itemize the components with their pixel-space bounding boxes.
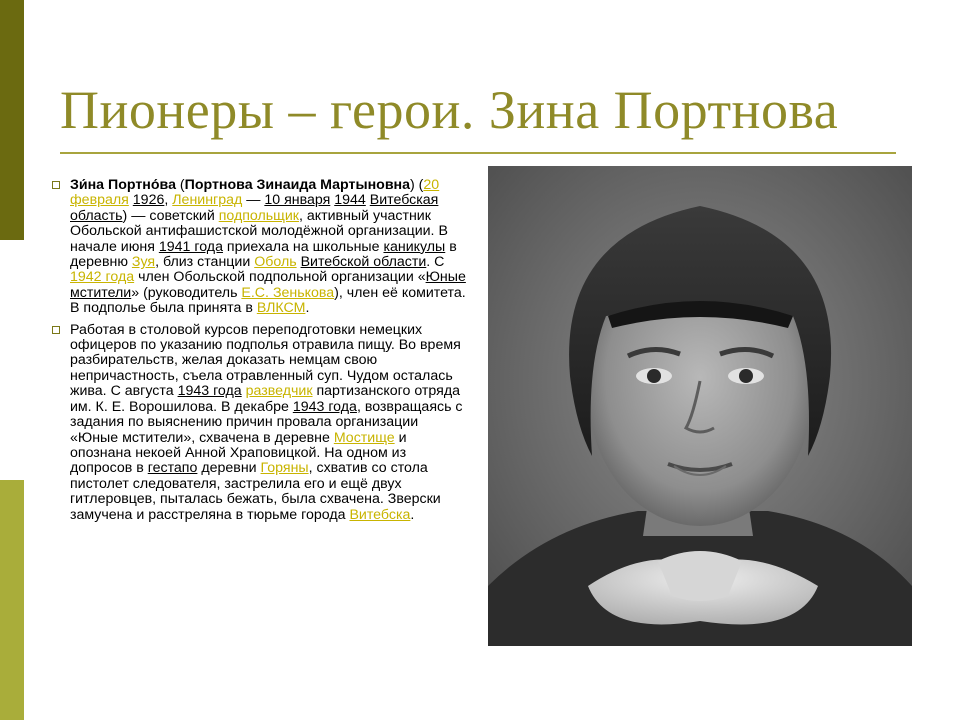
bold-text: Портнова Зинаида Мартыновна xyxy=(184,177,411,193)
inline-link[interactable]: Ленинград xyxy=(172,192,243,209)
decor-stripe-middle xyxy=(0,240,24,480)
inline-link[interactable]: 1943 года xyxy=(292,398,357,415)
inline-link[interactable]: Е.С. Зенькова xyxy=(241,284,335,301)
inline-link[interactable]: каникулы xyxy=(383,238,446,255)
decor-stripe-top xyxy=(0,0,24,240)
text-run: . xyxy=(410,506,415,523)
text-run: деревни xyxy=(197,460,261,477)
inline-link[interactable]: 1944 xyxy=(334,192,366,209)
inline-link[interactable]: 1941 года xyxy=(158,238,223,255)
bold-text: Зи́на Портно́ва xyxy=(70,177,176,193)
text-run: партизанского отряда им. К. Е. Ворошилова. В декабре xyxy=(70,383,460,415)
text-run: , близ станции xyxy=(155,254,255,271)
text-run: , xyxy=(164,192,173,209)
text-run: в деревню xyxy=(70,238,457,271)
title-underline xyxy=(60,152,896,154)
inline-link[interactable]: подпольщик xyxy=(218,207,299,224)
text-run: ), член её комитета. В подполье была принята в xyxy=(70,284,466,317)
text-run: » (руководитель xyxy=(131,284,242,301)
inline-link[interactable]: 20 февраля xyxy=(70,177,440,209)
inline-link[interactable]: 1926 xyxy=(132,192,165,209)
text-run: . С xyxy=(426,254,445,271)
text-run: Работая в столовой курсов переподготовки немецких офицеров по указанию подполья отравила пищу. Во время разбирательств, желая доказать немцам свою непричастность, съела отравленный суп. Чудом осталась жива. С августа xyxy=(70,321,461,400)
inline-link[interactable]: Юные мстители xyxy=(70,269,466,301)
inline-link[interactable]: Витебска xyxy=(349,506,411,523)
inline-link[interactable]: 1942 года xyxy=(70,269,135,286)
text-run: , активный участник Обольской антифашистской молодёжной организации. В начале июня xyxy=(70,207,448,255)
text-run: ( xyxy=(175,177,185,193)
square-bullet-icon xyxy=(52,326,60,334)
text-run: , схватив со стола пистолет следователя, застрелила его и ещё двух гитлеровцев, пыталась бежать, была схвачена. Зверски замучена и расстреляна в тюрьме города xyxy=(70,460,441,523)
inline-link[interactable]: Мостище xyxy=(333,429,395,446)
inline-link[interactable]: 1943 года xyxy=(177,383,242,400)
text-run: — xyxy=(242,192,265,209)
inline-link[interactable]: ВЛКСМ xyxy=(256,300,306,317)
text-run: . xyxy=(305,300,310,317)
inline-link[interactable]: 10 января xyxy=(264,192,331,209)
slide-title: Пионеры – герои. Зина Портнова xyxy=(60,80,839,140)
inline-link[interactable]: Оболь xyxy=(254,254,297,271)
text-run: ) — советский xyxy=(122,207,219,224)
bullet-paragraph-2 xyxy=(62,323,466,523)
text-run: , возвращаясь с задания по выяснению причин провала организации «Юные мстители», схвачена в деревне xyxy=(70,398,463,446)
inline-link[interactable]: Витебская область xyxy=(70,192,439,224)
text-run: член Обольской подпольной организации « xyxy=(134,269,426,286)
decor-stripe-bottom xyxy=(0,480,24,720)
bullet-paragraph-1 xyxy=(62,178,466,317)
square-bullet-icon xyxy=(52,181,60,189)
text-run: и опознана некоей Анной Храповицкой. На одном из допросов в xyxy=(70,429,407,477)
inline-link[interactable]: гестапо xyxy=(147,460,198,477)
text-run: ) ( xyxy=(410,177,424,193)
portrait-photo-drawing xyxy=(488,166,912,646)
inline-link[interactable]: Зуя xyxy=(131,254,156,271)
inline-link[interactable]: Горяны xyxy=(260,460,309,477)
slide-body xyxy=(62,178,466,529)
portrait-photo xyxy=(488,166,912,646)
text-run: приехала на школьные xyxy=(222,238,384,255)
inline-link[interactable]: Витебской области xyxy=(300,254,427,271)
inline-link[interactable]: разведчик xyxy=(245,383,313,400)
